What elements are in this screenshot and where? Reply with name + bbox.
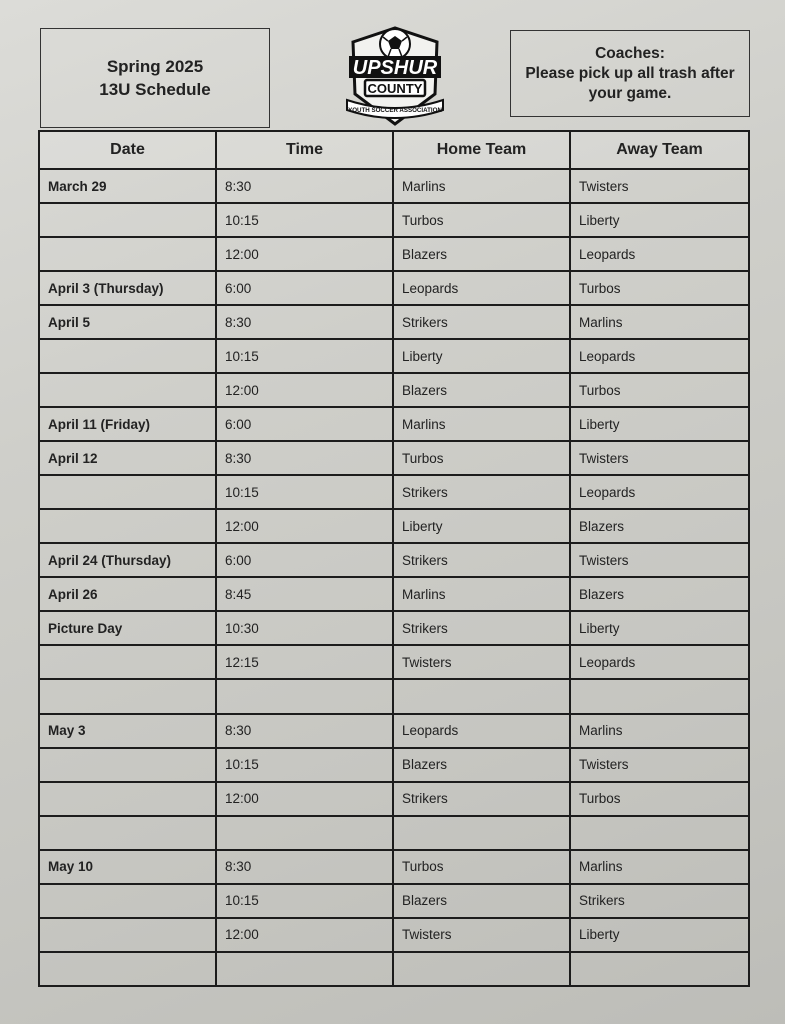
date-cell bbox=[39, 203, 216, 237]
date-cell: May 3 bbox=[39, 714, 216, 748]
home-team-cell: Marlins bbox=[393, 577, 570, 611]
time-cell: 12:00 bbox=[216, 918, 393, 952]
time-cell: 10:15 bbox=[216, 339, 393, 373]
home-team-cell: Leopards bbox=[393, 714, 570, 748]
home-team-cell: Blazers bbox=[393, 237, 570, 271]
table-row bbox=[39, 645, 749, 679]
time-cell: 12:00 bbox=[216, 782, 393, 816]
home-team-cell: Strikers bbox=[393, 305, 570, 339]
date-cell bbox=[39, 782, 216, 816]
column-header-home-team: Home Team bbox=[393, 131, 570, 169]
away-team-cell: Leopards bbox=[570, 645, 749, 679]
table-row bbox=[39, 475, 749, 509]
away-team-cell: Marlins bbox=[570, 305, 749, 339]
table-row bbox=[39, 884, 749, 918]
date-cell bbox=[39, 645, 216, 679]
away-team-cell: Blazers bbox=[570, 577, 749, 611]
spacer-row bbox=[39, 952, 749, 986]
time-cell: 8:30 bbox=[216, 850, 393, 884]
notice-line: your game. bbox=[588, 84, 672, 102]
schedule-title-box bbox=[40, 28, 270, 128]
away-team-cell: Marlins bbox=[570, 714, 749, 748]
home-team-cell: Strikers bbox=[393, 782, 570, 816]
home-team-cell: Strikers bbox=[393, 543, 570, 577]
table-row bbox=[39, 373, 749, 407]
date-cell: April 3 (Thursday) bbox=[39, 271, 216, 305]
away-team-cell bbox=[570, 679, 749, 713]
time-cell: 8:30 bbox=[216, 441, 393, 475]
table-row bbox=[39, 305, 749, 339]
home-team-cell: Strikers bbox=[393, 611, 570, 645]
home-team-cell: Marlins bbox=[393, 407, 570, 441]
time-cell: 6:00 bbox=[216, 271, 393, 305]
table-row bbox=[39, 850, 749, 884]
logo-text-upshur: UPSHUR bbox=[352, 57, 438, 79]
date-cell bbox=[39, 918, 216, 952]
home-team-cell: Liberty bbox=[393, 339, 570, 373]
time-cell: 10:30 bbox=[216, 611, 393, 645]
header-row bbox=[39, 131, 749, 169]
notice-heading: Coaches: bbox=[595, 44, 665, 62]
away-team-cell: Leopards bbox=[570, 339, 749, 373]
table-row bbox=[39, 169, 749, 203]
logo-text-county: COUNTY bbox=[367, 81, 423, 96]
time-cell bbox=[216, 679, 393, 713]
table-row bbox=[39, 339, 749, 373]
table-row bbox=[39, 407, 749, 441]
date-cell bbox=[39, 509, 216, 543]
table-row bbox=[39, 237, 749, 271]
away-team-cell: Twisters bbox=[570, 748, 749, 782]
spacer-row bbox=[39, 679, 749, 713]
time-cell: 6:00 bbox=[216, 543, 393, 577]
table-row bbox=[39, 203, 749, 237]
date-cell bbox=[39, 748, 216, 782]
away-team-cell: Liberty bbox=[570, 918, 749, 952]
time-cell: 8:30 bbox=[216, 714, 393, 748]
time-cell: 12:00 bbox=[216, 237, 393, 271]
away-team-cell: Twisters bbox=[570, 169, 749, 203]
home-team-cell: Turbos bbox=[393, 441, 570, 475]
spacer-row bbox=[39, 816, 749, 850]
time-cell bbox=[216, 816, 393, 850]
time-cell: 10:15 bbox=[216, 884, 393, 918]
date-cell: Picture Day bbox=[39, 611, 216, 645]
away-team-cell: Twisters bbox=[570, 543, 749, 577]
time-cell: 8:30 bbox=[216, 305, 393, 339]
away-team-cell: Strikers bbox=[570, 884, 749, 918]
home-team-cell: Blazers bbox=[393, 373, 570, 407]
table-row bbox=[39, 509, 749, 543]
date-cell bbox=[39, 339, 216, 373]
date-cell: April 5 bbox=[39, 305, 216, 339]
column-header-date: Date bbox=[39, 131, 216, 169]
table-row bbox=[39, 782, 749, 816]
upshur-county-logo bbox=[343, 24, 447, 128]
home-team-cell: Turbos bbox=[393, 850, 570, 884]
home-team-cell bbox=[393, 816, 570, 850]
away-team-cell: Leopards bbox=[570, 475, 749, 509]
away-team-cell: Liberty bbox=[570, 203, 749, 237]
away-team-cell: Turbos bbox=[570, 373, 749, 407]
home-team-cell: Twisters bbox=[393, 645, 570, 679]
date-cell bbox=[39, 679, 216, 713]
date-cell bbox=[39, 884, 216, 918]
away-team-cell: Turbos bbox=[570, 271, 749, 305]
schedule-table bbox=[38, 130, 750, 987]
table-row bbox=[39, 441, 749, 475]
away-team-cell: Liberty bbox=[570, 407, 749, 441]
time-cell: 8:30 bbox=[216, 169, 393, 203]
home-team-cell: Marlins bbox=[393, 169, 570, 203]
table-row bbox=[39, 918, 749, 952]
away-team-cell: Blazers bbox=[570, 509, 749, 543]
column-header-time: Time bbox=[216, 131, 393, 169]
home-team-cell: Blazers bbox=[393, 748, 570, 782]
time-cell: 12:00 bbox=[216, 509, 393, 543]
home-team-cell: Turbos bbox=[393, 203, 570, 237]
away-team-cell: Marlins bbox=[570, 850, 749, 884]
time-cell: 6:00 bbox=[216, 407, 393, 441]
table-row bbox=[39, 543, 749, 577]
date-cell: May 10 bbox=[39, 850, 216, 884]
date-cell bbox=[39, 475, 216, 509]
title-season: Spring 2025 bbox=[106, 57, 204, 76]
away-team-cell bbox=[570, 952, 749, 986]
away-team-cell: Leopards bbox=[570, 237, 749, 271]
logo-text-association: YOUTH SOCCER ASSOCIATION bbox=[348, 107, 442, 114]
home-team-cell: Blazers bbox=[393, 884, 570, 918]
away-team-cell: Liberty bbox=[570, 611, 749, 645]
away-team-cell bbox=[570, 816, 749, 850]
table-row bbox=[39, 611, 749, 645]
home-team-cell: Leopards bbox=[393, 271, 570, 305]
time-cell: 8:45 bbox=[216, 577, 393, 611]
time-cell: 10:15 bbox=[216, 203, 393, 237]
time-cell: 10:15 bbox=[216, 748, 393, 782]
date-cell: April 11 (Friday) bbox=[39, 407, 216, 441]
time-cell: 10:15 bbox=[216, 475, 393, 509]
time-cell: 12:00 bbox=[216, 373, 393, 407]
table-row bbox=[39, 271, 749, 305]
time-cell bbox=[216, 952, 393, 986]
date-cell bbox=[39, 816, 216, 850]
away-team-cell: Turbos bbox=[570, 782, 749, 816]
date-cell: April 24 (Thursday) bbox=[39, 543, 216, 577]
title-division: 13U Schedule bbox=[99, 80, 211, 99]
date-cell: April 26 bbox=[39, 577, 216, 611]
home-team-cell: Liberty bbox=[393, 509, 570, 543]
column-header-away-team: Away Team bbox=[570, 131, 749, 169]
date-cell bbox=[39, 237, 216, 271]
date-cell: March 29 bbox=[39, 169, 216, 203]
date-cell bbox=[39, 952, 216, 986]
coaches-notice-box bbox=[510, 30, 750, 117]
table-row bbox=[39, 714, 749, 748]
away-team-cell: Twisters bbox=[570, 441, 749, 475]
time-cell: 12:15 bbox=[216, 645, 393, 679]
date-cell: April 12 bbox=[39, 441, 216, 475]
home-team-cell: Twisters bbox=[393, 918, 570, 952]
home-team-cell bbox=[393, 679, 570, 713]
table-row bbox=[39, 577, 749, 611]
table-row bbox=[39, 748, 749, 782]
home-team-cell bbox=[393, 952, 570, 986]
home-team-cell: Strikers bbox=[393, 475, 570, 509]
notice-line: Please pick up all trash after bbox=[525, 64, 735, 82]
date-cell bbox=[39, 373, 216, 407]
